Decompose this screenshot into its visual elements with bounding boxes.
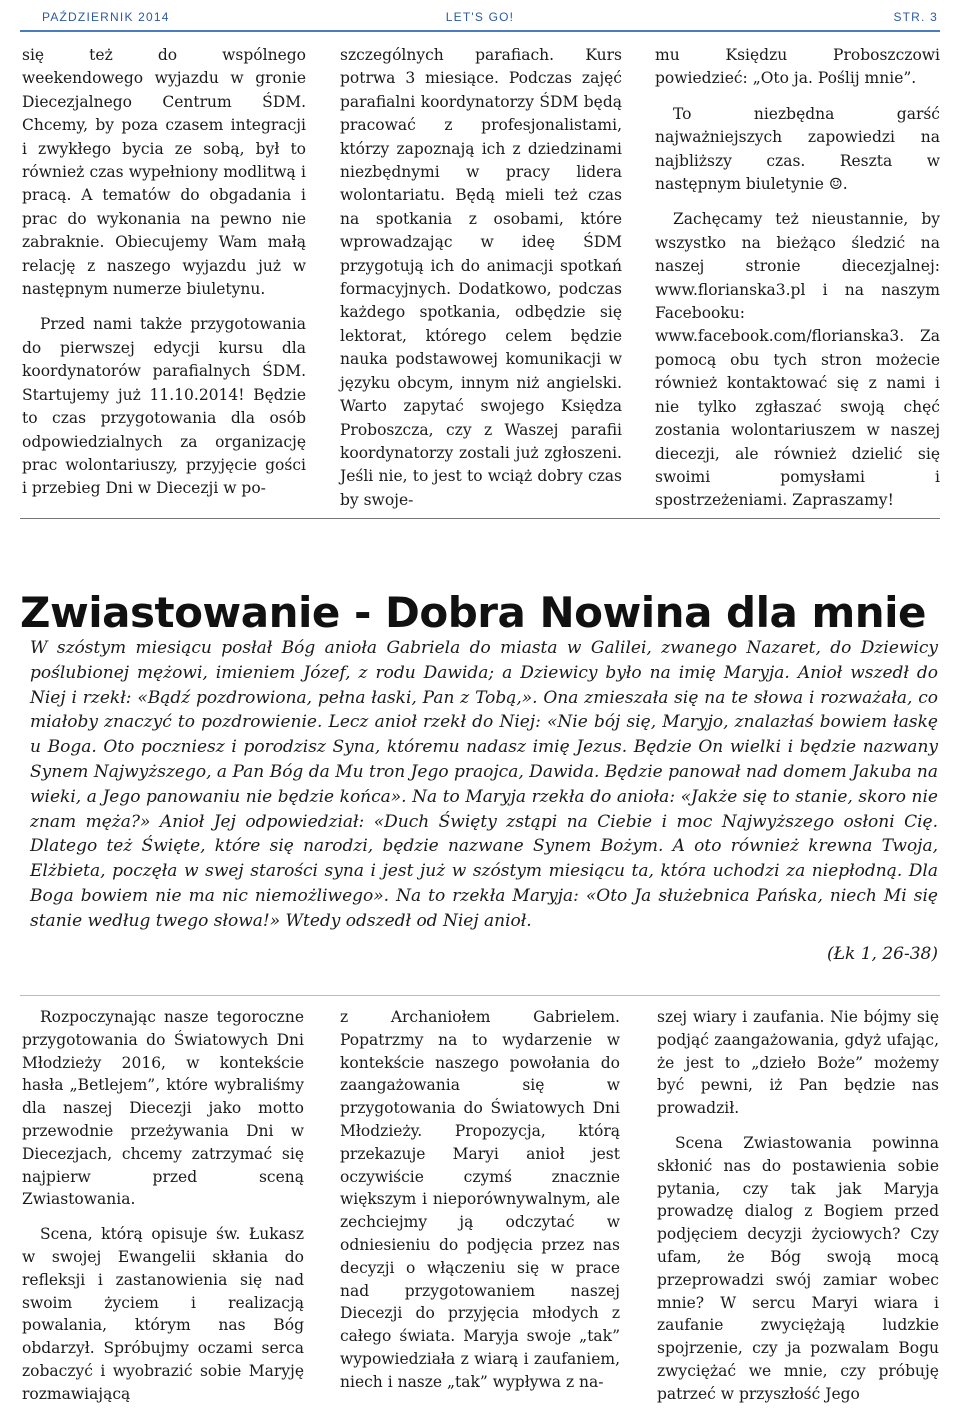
issue-date: PAŹDZIERNIK 2014 — [42, 10, 170, 24]
quote-text: W szóstym miesiącu posłał Bóg anioła Gabriela do miasta w Galilei, zwanego Nazaret, do Dziewicy poślubionej mężowi, imieniem Józef, z rodu Dawida; a Dziewicy było na imię Maryja. Anioł wszedł do Niej i rzekł: «Bądź pozdrowiona, pełna łaski, Pan z Tobą,». Ona zmieszała się na te słowa i rozważała, co miałoby znaczyć to pozdrowienie. Lecz anioł rzekł do Niej: «Nie bój się, Maryjo, znalazłaś bowiem łaskę u Boga. Oto poczniesz i porodzisz Syna, któremu nadasz imię Jezus. Będzie On wielki i będzie nazwany Synem Najwyższego, a Pan Bóg da Mu tron Jego praojca, Dawida. Będzie panował nad domem Jakuba na wieki, a Jego panowaniu nie będzie końca». Na to Maryja rzekła do anioła: «Jakże się to stanie, skoro nie znam męża?» Anioł Jej odpowiedział: «Duch Święty zstąpi na Ciebie i moc Najwyższego osłoni Cię. Dlatego też Święte, które się narodzi, będzie nazwane Synem Bożym. A oto również krewna Twoja, Elżbieta, poczęła w swej starości syna i jest już w szóstym miesiącu ta, która uchodzi za niepłodną. Dla Boga bowiem nie ma nic niemożliwego». Na to rzekła Maryja: «Oto Ja służebnica Pańska, niech Mi się stanie według twego słowa!» Wtedy odszedł od Niej anioł. — [30, 638, 938, 931]
section-divider — [20, 518, 940, 519]
paragraph: Rozpoczynając nasze tegoroczne przygotowania do Światowych Dni Młodzieży 2016, w kontekście hasła „Betlejem”, które wybraliśmy dla naszej Diecezji jako motto przewodnie przeżywania Dni w Diecezjach, chcemy zatrzymać się najpierw przed sceną Zwiastowania. — [22, 1008, 304, 1209]
newsletter-title: LET'S GO! — [445, 10, 515, 24]
paragraph: mu Księdzu Proboszczowi powiedzieć: „Oto ja. Poślij mnie”. — [655, 46, 940, 88]
paragraph: Przed nami także przygotowania do pierwszej edycji kursu dla koordynatorów parafialnych ŚDM. Startujemy już 11.10.2014! Będzie to czas przygotowania dla osób odpowiedzialnych za organizację prac wolontariuszy, przyjęcie gości i przebieg Dni w Diecezji w po- — [22, 315, 306, 498]
article-title: Zwiastowanie - Dobra Nowina dla mnie — [20, 588, 927, 638]
top-column-1 — [22, 44, 306, 513]
quote-divider — [20, 995, 940, 996]
page-header — [20, 6, 940, 28]
paragraph: Zachęcamy też nieustannie, by wszystko na bieżąco śledzić na naszej stronie diecezjalnej: www.florianska3.pl i na naszym Facebooku: www.facebook.com/florianska3. Za pomocą obu tych stron możecie również kontaktować się z nami i nie tylko zgłaszać swoją chęć zostania wolontariuszem w naszej diecezji, ale również dzielić się swoimi pomysłami i spostrzeżeniami. Zapraszamy! — [655, 210, 940, 510]
paragraph: Scena, którą opisuje św. Łukasz w swojej Ewangelii skłania do refleksji i zastanowienia się nad swoim życiem i realizacją powalania, którym nas Bóg obdarzył. Spróbujmy oczami serca zobaczyć i wyobrazić sobie Maryję rozmawiającą — [22, 1225, 304, 1403]
paragraph: To niezbędna garść najważniejszych zapowiedzi na najbliższy czas. Reszta w następnym biuletynie ☺. — [655, 104, 940, 194]
paragraph: Scena Zwiastowania powinna skłonić nas do postawienia sobie pytania, czy tak jak Maryja prowadzę dialog z Bogiem przed podjęciem decyzji życiowych? Czy ufam, że Bóg swoją mocą przeprowadzi swój zamiar wobec mnie? W sercu Maryi wiara i zaufanie zwyciężają ludzkie spojrzenie, czy ja pozwalam Bogu zwyciężać we mnie, czy próbuję patrzeć w przyszłość Jego — [657, 1133, 939, 1403]
page-number: STR. 3 — [893, 10, 938, 24]
bottom-column-1 — [22, 1006, 304, 1418]
bottom-column-2 — [340, 1006, 620, 1406]
paragraph: szej wiary i zaufania. Nie bójmy się podjąć zaangażowania, gdyż ufając, że jest to „dzieło Boże” możemy być pewni, iż Pan będzie nas prowadził. — [657, 1008, 939, 1118]
top-column-3 — [655, 44, 940, 525]
bottom-column-3 — [657, 1006, 939, 1418]
paragraph: szczególnych parafiach. Kurs potrwa 3 miesiące. Podczas zajęć parafialni koordynatorzy ŚDM będą pracować z profesjonalistami, którzy zapoznają ich z dziedzinami niezbędnymi w pracy lidera wolontariatu. Będą mieli też czas na spotkania z osobami, które wprowadzając w ideę ŚDM przygotują ich do animacji spotkań formacyjnych. Dodatkowo, podczas każdego spotkania, odbędzie się lektorat, którego celem będzie nauka podstawowej komunikacji w języku obcym, innym niż angielski. Warto zapytać swojego Księdza Proboszcza, czy z Waszej parafii koordynatorzy zostali już zgłoszeni. Jeśli nie, to jest to wciąż dobry czas by swoje- — [340, 46, 622, 509]
scripture-quote — [30, 636, 938, 966]
header-rule — [20, 30, 940, 32]
paragraph: się też do wspólnego weekendowego wyjazdu w gronie Diecezjalnego Centrum ŚDM. Chcemy, by poza czasem integracji i zwykłego bycia ze sobą, był to również czas wypełniony modlitwą i pracą. A tematów do obgadania i prac do wykonania na pewno nie zabraknie. Obiecujemy Wam małą relację z naszego wyjazdu już w następnym numerze biuletynu. — [22, 46, 306, 299]
paragraph: z Archaniołem Gabrielem. Popatrzmy na to wydarzenie w kontekście naszego powołania do zaangażowania się w przygotowania do Światowych Dni Młodzieży. Propozycja, którą przekazuje Maryi anioł jest oczywiście czymś znacznie większym i nieporównywalnym, ale zechciejmy ją odczytać w odniesieniu do podjęcia przez nas decyzji o włączeniu się w prace nad przygotowaniem naszej Diecezji do przyjęcia młodych z całego świata. Maryja swoje „tak” wypowiedziała z wiarą i zaufaniem, niech i nasze „tak” wypływa z na- — [340, 1008, 620, 1391]
quote-citation: (Łk 1, 26-38) — [827, 943, 938, 964]
top-column-2 — [340, 44, 622, 524]
